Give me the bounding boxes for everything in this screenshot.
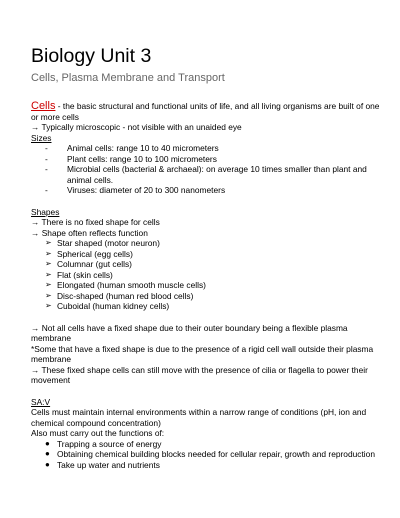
bullet-dot-icon: ● (45, 449, 50, 458)
shapes-line-1: → There is no fixed shape for cells (31, 217, 160, 227)
page-subtitle: Cells, Plasma Membrane and Transport (31, 72, 225, 84)
arrowhead-bullet-icon: ➢ (45, 238, 52, 247)
sav-paragraph-2: Also must carry out the functions of: (31, 428, 165, 438)
bullet-dot-icon: ● (45, 438, 50, 448)
list-item: ● Trapping a source of energy (45, 438, 162, 449)
arrowhead-bullet-icon: ➢ (45, 259, 52, 268)
list-item: ➢ Disc-shaped (human red blood cells) (45, 290, 194, 301)
cells-definition-text: - the basic structural and functional units of life, and all living organisms are built of one or more cells (31, 101, 380, 122)
list-item: ➢ Columnar (gut cells) (45, 259, 132, 269)
shapes-paragraph-2: *Some that have a fixed shape is due to the presence of a rigid cell wall outside their plasma membrane (31, 343, 374, 364)
cells-definition (31, 101, 380, 122)
shapes-paragraph-3: → These fixed shape cells can still move with the presence of cilia or flagella to power their movement (31, 364, 368, 385)
document-body (31, 101, 380, 470)
list-item: ➢ Spherical (egg cells) (45, 248, 133, 259)
shapes-heading: Shapes (31, 206, 60, 217)
bullet-dot-icon: ● (45, 459, 50, 469)
list-item: ➢ Cuboidal (human kidney cells) (45, 301, 170, 311)
shapes-line-2: → Shape often reflects function (31, 227, 148, 238)
sizes-heading: Sizes (31, 132, 52, 143)
arrowhead-bullet-icon: ➢ (45, 301, 52, 310)
arrowhead-bullet-icon: ➢ (45, 290, 52, 300)
arrowhead-bullet-icon: ➢ (45, 280, 52, 289)
shapes-list (31, 238, 380, 312)
list-item: - Microbial cells (bacterial & archaeal): on average 10 times smaller than plant and animal cells. (45, 164, 367, 185)
page-title: Biology Unit 3 (31, 45, 152, 67)
cells-note: → Typically microscopic - not visible with an unaided eye (31, 122, 242, 132)
list-item: ● Obtaining chemical building blocks needed for cellular repair, growth and reproduction (45, 449, 375, 459)
cells-term: Cells (31, 100, 56, 112)
arrowhead-bullet-icon: ➢ (45, 269, 52, 279)
list-item: - Viruses: diameter of 20 to 300 nanometers (45, 185, 226, 195)
list-item: ● Take up water and nutrients (45, 459, 160, 470)
sav-paragraph-1: Cells must maintain internal environments within a narrow range of conditions (pH, ion and chemical compound concentration) (31, 407, 367, 428)
list-item: ➢ Flat (skin cells) (45, 269, 113, 280)
list-item: - Plant cells: range 10 to 100 micrometers (45, 153, 217, 164)
sizes-list (31, 143, 380, 196)
sav-list (31, 439, 380, 471)
arrowhead-bullet-icon: ➢ (45, 248, 52, 258)
list-item: ➢ Elongated (human smooth muscle cells) (45, 280, 206, 290)
list-item: ➢ Star shaped (motor neuron) (45, 238, 160, 248)
list-item: - Animal cells: range 10 to 40 micrometers (45, 143, 219, 153)
sav-heading: SA:V (31, 396, 51, 407)
shapes-paragraph-1: → Not all cells have a fixed shape due to their outer boundary being a flexible plasma membrane (31, 322, 348, 343)
